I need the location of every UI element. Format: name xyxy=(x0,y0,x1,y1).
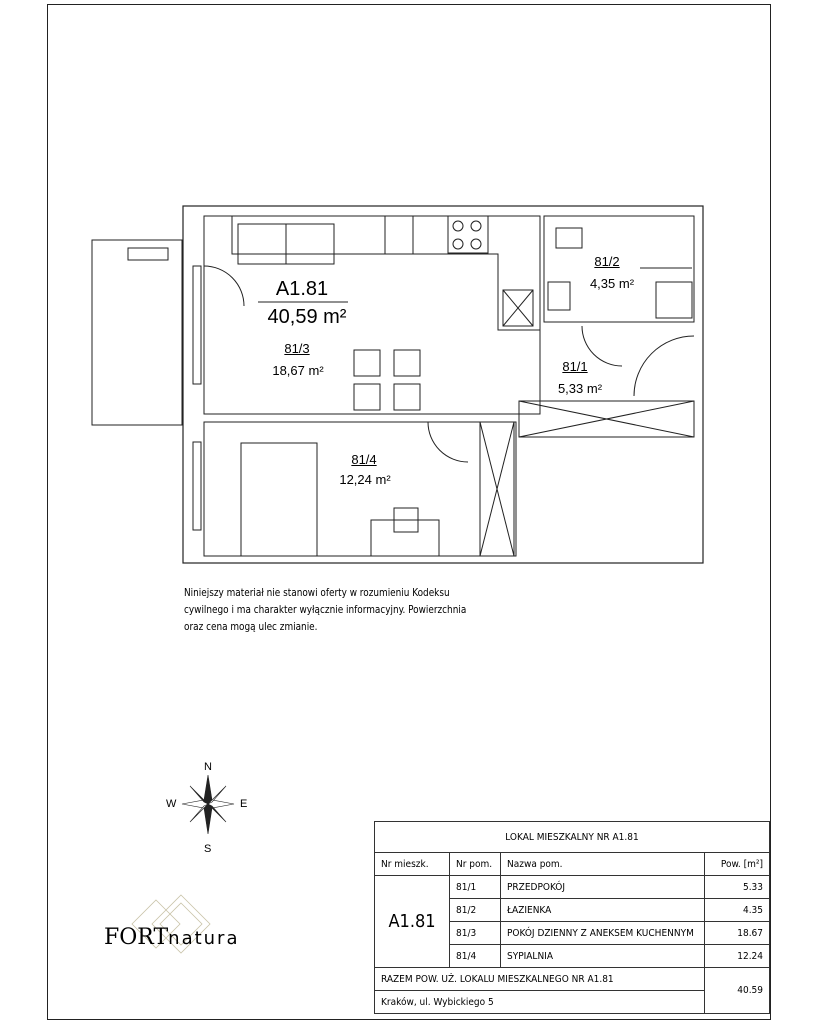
bedroom-window xyxy=(193,442,201,530)
col-area: Pow. [m²] xyxy=(705,853,770,876)
disclaimer-line: cywilnego i ma charakter wyłącznie informacyjny. Powierzchnia xyxy=(184,603,467,616)
disclaimer-line: oraz cena mogą ulec zmianie. xyxy=(184,620,318,633)
chair-icon xyxy=(354,384,380,410)
legend-room-no: 81/1 xyxy=(450,876,501,899)
chair-icon xyxy=(354,350,380,376)
door-swing xyxy=(428,422,468,462)
desk-icon xyxy=(371,520,439,556)
chair-icon xyxy=(394,350,420,376)
disclaimer-line: Niniejszy materiał nie stanowi oferty w rozumieniu Kodeksu xyxy=(184,586,450,599)
room-number: 81/3 xyxy=(284,341,310,356)
legend-room-name: PRZEDPOKÓJ xyxy=(501,876,705,899)
apartment-area: 40,59 m² xyxy=(267,306,347,328)
legend-room-name: SYPIALNIA xyxy=(501,945,705,968)
bedroom-wall xyxy=(204,422,516,556)
compass-north: N xyxy=(204,761,212,773)
toilet-icon xyxy=(556,228,582,248)
legend-room-no: 81/2 xyxy=(450,899,501,922)
compass-east: E xyxy=(240,798,248,810)
washbasin-icon xyxy=(548,282,570,310)
chair-icon xyxy=(394,384,420,410)
logo xyxy=(104,925,240,950)
room-number: 81/2 xyxy=(594,254,620,269)
bed-icon xyxy=(241,443,317,556)
door-swing xyxy=(204,266,244,306)
room-area: 18,67 m² xyxy=(272,363,324,378)
legend-table xyxy=(374,821,770,1014)
compass-south: S xyxy=(204,843,212,855)
legend-room-name: POKÓJ DZIENNY Z ANEKSEM KUCHENNYM xyxy=(501,922,705,945)
legend-room-area: 5.33 xyxy=(705,876,770,899)
legend-total-value: 40.59 xyxy=(705,968,770,1014)
compass-rose xyxy=(182,775,234,834)
room-area: 4,35 m² xyxy=(589,276,635,291)
legend-apartment-id: A1.81 xyxy=(375,876,450,968)
shower-icon xyxy=(656,282,692,318)
room-area: 5,33 m² xyxy=(557,381,603,396)
legend-room-no: 81/3 xyxy=(450,922,501,945)
legend-title: LOKAL MIESZKALNY NR A1.81 xyxy=(375,822,770,853)
bathroom-wall xyxy=(544,216,694,322)
compass-west: W xyxy=(166,798,177,810)
legend-address: Kraków, ul. Wybickiego 5 xyxy=(375,991,705,1014)
balcony-plant xyxy=(128,248,168,260)
logo-fort: FORT xyxy=(104,925,169,950)
legend-total-label: RAZEM POW. UŻ. LOKALU MIESZKALNEGO NR A1.81 xyxy=(375,968,705,991)
legend-room-no: 81/4 xyxy=(450,945,501,968)
legend-room-area: 18.67 xyxy=(705,922,770,945)
legend-room-name: ŁAZIENKA xyxy=(501,899,705,922)
logo-natura: natura xyxy=(168,928,240,949)
balcony xyxy=(92,240,182,425)
room-number: 81/1 xyxy=(562,359,588,374)
legend-room-area: 4.35 xyxy=(705,899,770,922)
apartment-id: A1.81 xyxy=(275,278,329,300)
col-apartment: Nr mieszk. xyxy=(375,853,450,876)
balcony-door xyxy=(193,266,201,384)
legend-room-area: 12.24 xyxy=(705,945,770,968)
door-swing xyxy=(634,336,694,396)
room-area: 12,24 m² xyxy=(339,472,391,487)
col-room-name: Nazwa pom. xyxy=(501,853,705,876)
fridge-icon xyxy=(385,216,413,254)
room-number: 81/4 xyxy=(351,452,377,467)
col-room-no: Nr pom. xyxy=(450,853,501,876)
disclaimer xyxy=(184,584,526,635)
